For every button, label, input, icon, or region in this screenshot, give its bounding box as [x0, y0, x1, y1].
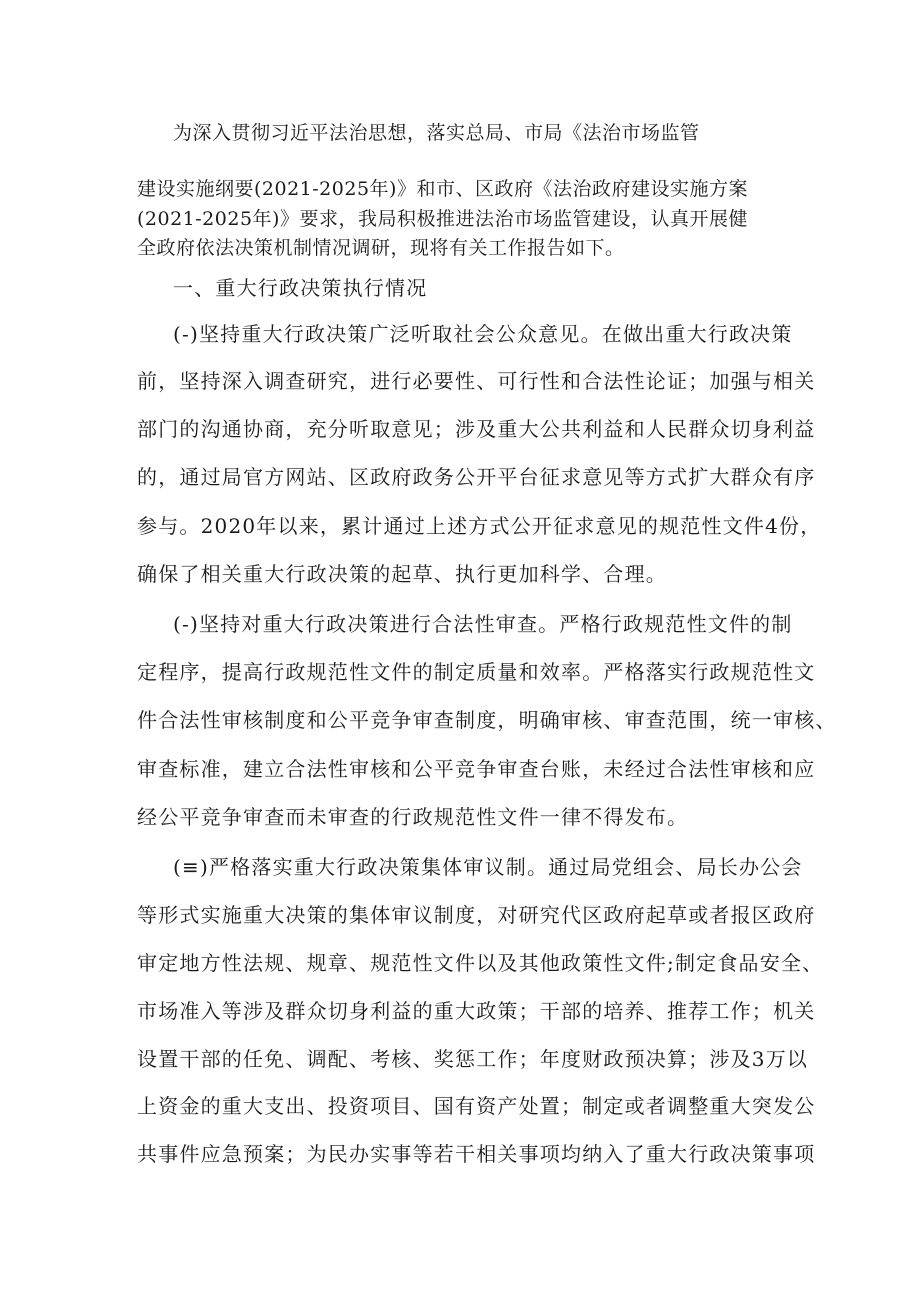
paragraph1-line-5: 参与。2020年以来，累计通过上述方式公开征求意见的规范性文件4份， — [137, 514, 822, 538]
paragraph3-line-2: 等形式实施重大决策的集体审议制度，对研究代区政府起草或者报区政府 — [137, 903, 816, 927]
paragraph3-line-7: 共事件应急预案；为民办实事等若干相关事项均纳入了重大行政决策事项 — [137, 1142, 816, 1166]
intro-line-1: 为深入贯彻习近平法治思想，落实总局、市局《法治市场监管 — [173, 122, 700, 144]
paragraph1-line-1: (-)坚持重大行政决策广泛听取社会公众意见。在做出重大行政决策 — [173, 322, 793, 346]
paragraph2-line-3: 件合法性审核制度和公平竞争审查制度，明确审核、审查范围，统一审核、 — [137, 708, 837, 732]
paragraph1-line-3: 部门的沟通协商，充分听取意见；涉及重大公共利益和人民群众切身利益 — [137, 417, 816, 441]
paragraph2-line-2: 定程序，提高行政规范性文件的制定质量和效率。严格落实行政规范性文 — [137, 660, 816, 684]
paragraph2-line-4: 审查标准，建立合法性审核和公平竞争审查台账，未经过合法性审核和应 — [137, 757, 816, 781]
paragraph2-line-5: 经公平竞争审查而未审查的行政规范性文件一律不得发布。 — [137, 805, 689, 829]
intro-line-2: 建设实施纲要(2021-2025年)》和市、区政府《法治政府建设实施方案 — [137, 178, 748, 200]
paragraph3-line-4: 市场准入等涉及群众切身利益的重大政策；干部的培养、推荐工作；机关 — [137, 999, 816, 1023]
paragraph1-line-4: 的，通过局官方网站、区政府政务公开平台征求意见等方式扩大群众有序 — [137, 465, 816, 489]
paragraph3-line-1: (≡)严格落实重大行政决策集体审议制。通过局党组会、局长办公会 — [173, 855, 803, 879]
paragraph2-line-1: (-)坚持对重大行政决策进行合法性审查。严格行政规范性文件的制 — [173, 612, 793, 636]
section-heading: 一、重大行政决策执行情况 — [173, 276, 428, 300]
intro-line-3: (2021-2025年)》要求，我局积极推进法治市场监管建设，认真开展健 — [137, 208, 748, 230]
paragraph3-line-3: 审定地方性法规、规章、规范性文件以及其他政策性文件;制定食品安全、 — [137, 951, 824, 975]
paragraph1-line-2: 前，坚持深入调查研究，进行必要性、可行性和合法性论证；加强与相关 — [137, 369, 816, 393]
paragraph3-line-5: 设置干部的任免、调配、考核、奖惩工作；年度财政预决算；涉及3万以 — [137, 1047, 809, 1071]
intro-line-4: 全政府依法决策机制情况调研，现将有关工作报告如下。 — [137, 237, 625, 259]
paragraph1-line-6: 确保了相关重大行政决策的起草、执行更加科学、合理。 — [137, 562, 667, 586]
paragraph3-line-6: 上资金的重大支出、投资项目、国有资产处置；制定或者调整重大突发公 — [137, 1094, 816, 1118]
